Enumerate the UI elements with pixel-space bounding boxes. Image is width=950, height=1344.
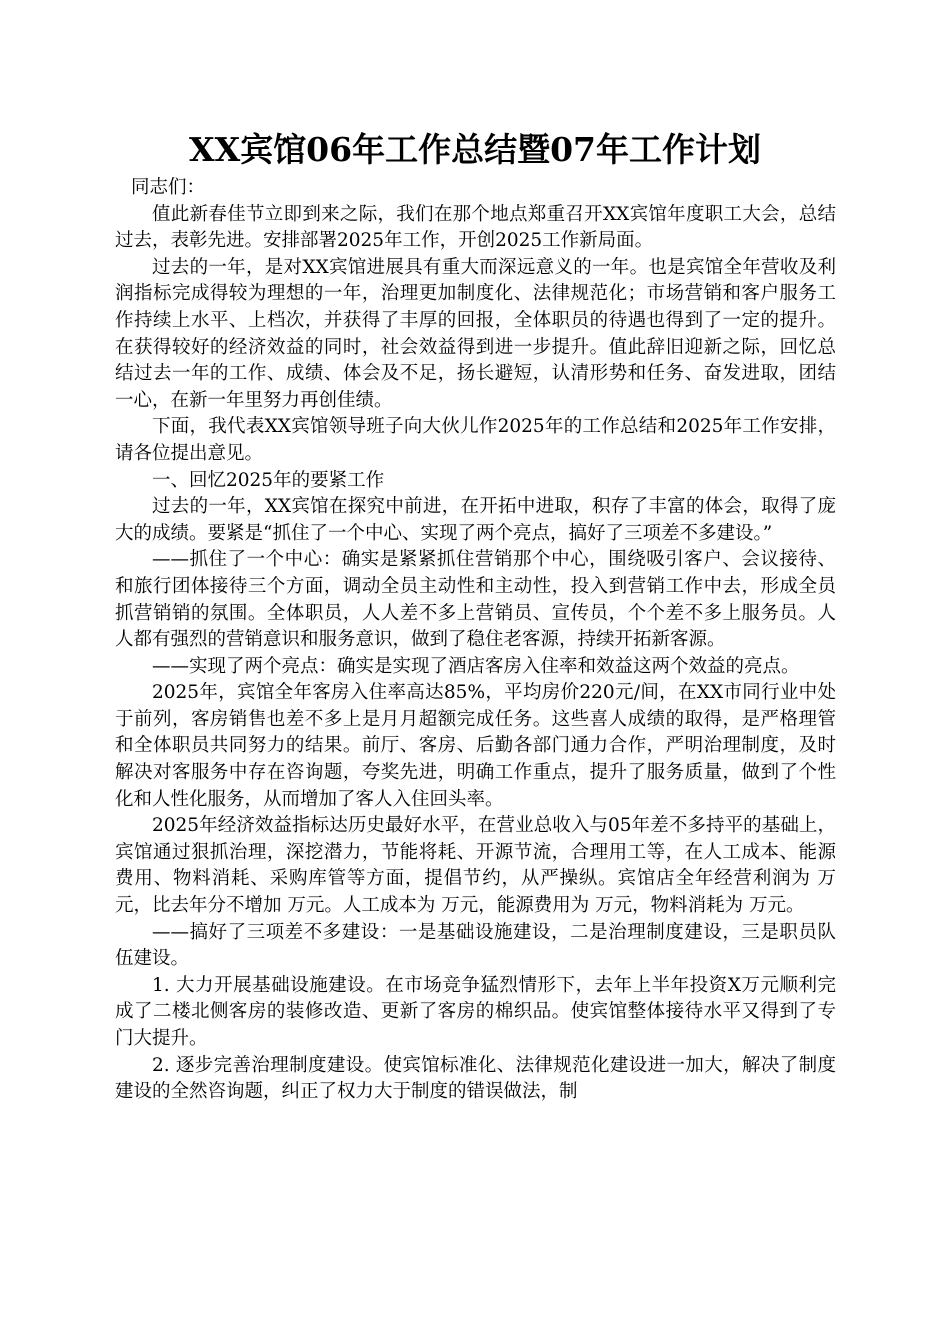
document-title: XX宾馆06年工作总结暨07年工作计划: [188, 130, 762, 169]
paragraph-opening: 值此新春佳节立即到来之际，我们在那个地点郑重召开XX宾馆年度职工大会，总结过去，表彰先进。安排部署2025年工作，开创2025工作新局面。: [115, 203, 836, 252]
paragraph-one-center: ——抓住了一个中心：确实是紧紧抓住营销那个中心，围绕吸引客户、会议接待、和旅行团体接待三个方面，调动全员主动性和主动性，投入到营销工作中去，形成全员抓营销销的氛围。全体职员，人人差不多上营销员、宣传员，个个差不多上服务员。人人都有强烈的营销意识和服务意识，做到了稳住老客源，持续开拓新客源。: [115, 549, 836, 651]
paragraph-infrastructure: 1. 大力开展基础设施建设。在市场竞争猛烈情形下，去年上半年投资X万元顺利完成了二楼北侧客房的装修改造、更新了客房的棉织品。使宾馆整体接待水平又得到了专门大提升。: [115, 974, 836, 1049]
paragraph-achievements: 过去的一年，XX宾馆在探究中前进，在开拓中进取，积存了丰富的体会，取得了庞大的成绩。要紧是“抓住了一个中心、实现了两个亮点，搞好了三项差不多建设。”: [115, 496, 836, 544]
paragraph-two-highlights: ——实现了两个亮点：确实是实现了酒店客房入住率和效益这两个效益的亮点。: [152, 655, 800, 677]
paragraph-three-constructions: ——搞好了三项差不多建设：一是基础设施建设，二是治理制度建设，三是职员队伍建设。: [115, 921, 836, 970]
paragraph-economic-benefit: 2025年经济效益指标达历史最好水平，在营业总收入与05年差不多持平的基础上，宾馆通过狠抓治理，深挖潜力，节能将耗、开源节流，合理用工等，在人工成本、能源费用、物料消耗、采购库管等方面，提倡节约，从严操纵。宾馆店全年经营利润为 万元，比去年分不增加 万元。人工成本为 万元，能源费用为 万元，物料消耗为 万元。: [115, 815, 836, 917]
section-heading-review: 一、回忆2025年的要紧工作: [152, 469, 385, 491]
salutation: 同志们：: [131, 177, 206, 198]
paragraph-report-intro: 下面，我代表XX宾馆领导班子向大伙儿作2025年的工作总结和2025年工作安排，请各位提出意见。: [115, 416, 836, 464]
paragraph-past-year: 过去的一年，是对XX宾馆进展具有重大而深远意义的一年。也是宾馆全年营收及利润指标完成得较为理想的一年，治理更加制度化、法律规范化；市场营销和客户服务工作持续上水平、上档次，并获得了丰厚的回报，全体职员的待遇也得到了一定的提升。在获得较好的经济效益的同时，社会效益得到进一步提升。值此辞旧迎新之际，回忆总结过去一年的工作、成绩、体会及不足，扬长避短，认清形势和任务、奋发进取，团结一心，在新一年里努力再创佳绩。: [115, 256, 836, 411]
paragraph-occupancy: 2025年，宾馆全年客房入住率高达85%，平均房价220元/间，在XX市同行业中处于前列，客房销售也差不多上是月月超额完成任务。这些喜人成绩的取得，是严格理管和全体职员共同努力的结果。前厅、客房、后勤各部门通力合作，严明治理制度，及时解决对客服务中存在咨询题，夸奖先进，明确工作重点，提升了服务质量，做到了个性化和人性化服务，从而增加了客人入住回头率。: [115, 682, 836, 810]
paragraph-management-system: 2. 逐步完善治理制度建设。使宾馆标准化、法律规范化建设进一加大，解决了制度建设的全然咨询题，纠正了权力大于制度的错误做法，制: [115, 1054, 836, 1103]
document-body: [115, 175, 836, 1106]
